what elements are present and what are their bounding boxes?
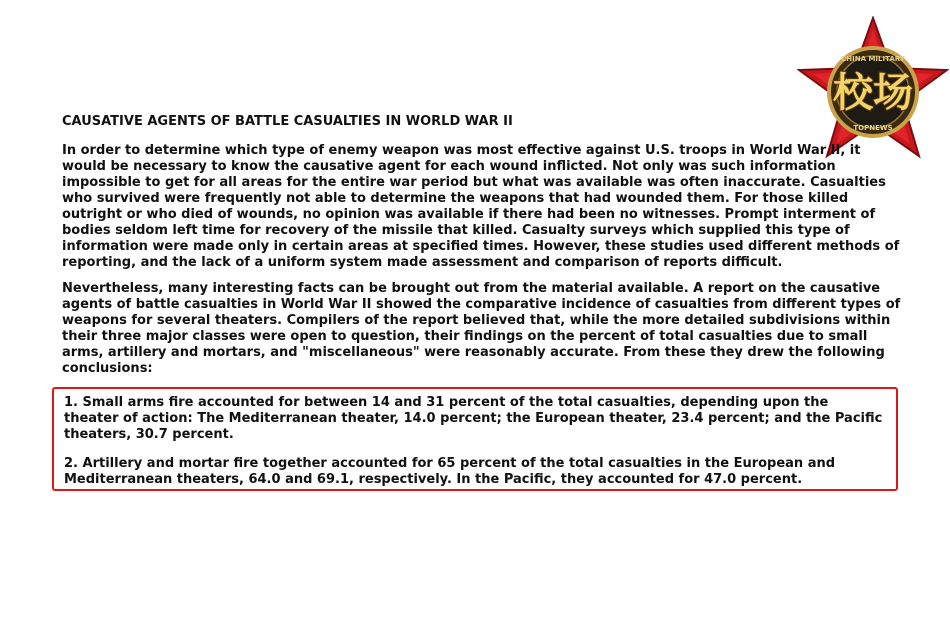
conclusions-highlight-box [52, 387, 898, 491]
logo-main-text: 校场 [833, 70, 913, 116]
document-title: CAUSATIVE AGENTS OF BATTLE CASUALTIES IN WORLD WAR II [62, 114, 513, 129]
document-body [62, 114, 904, 387]
paragraph-intro: In order to determine which type of enemy weapon was most effective against U.S. troops in World War II, it would be necessary to know the causative agent for each wound inflicted. Not only was such information impossible to get for all areas for the entire war period but what was available was often inaccurate. Casualties who survived were frequently not able to determine the weapons that had wounded them. For those killed outright or who died of wounds, no opinion was available if there had been no witnesses. Prompt interment of bodies seldom left time for recovery of the missile that killed. Casualty surveys which supplied this type of information were made only in certain areas at specified times. However, these studies used different methods of reporting, and the lack of a uniform system made assessment and comparison of reports difficult. [62, 143, 900, 270]
conclusion-small-arms: 1. Small arms fire accounted for between 14 and 31 percent of the total casualties, depending upon the theater of action: The Mediterranean theater, 14.0 percent; the European theater, 23.4 percent; and the Pacific theaters, 30.7 percent. [64, 395, 883, 442]
logo-ring-bottom-text: TOPNEWS [853, 124, 893, 132]
paragraph-findings: Nevertheless, many interesting facts can be brought out from the material available. A report on the causative agents of battle casualties in World War II showed the comparative incidence of casualties from different types of weapons for several theaters. Compilers of the report believed that, while the more detailed subdivisions within their three major classes were open to question, their findings on the percent of total casualties due to small arms, artillery and mortars, and "miscellaneous" were reasonably accurate. From these they drew the following conclusions: [62, 281, 901, 376]
conclusion-artillery-mortar: 2. Artillery and mortar fire together accounted for 65 percent of the total casualties in the European and Mediterranean theaters, 64.0 and 69.1, respectively. In the Pacific, they accounted for 47.0 percent. [64, 456, 836, 487]
logo-ring-top-text: CHINA MILITARY [841, 55, 905, 63]
